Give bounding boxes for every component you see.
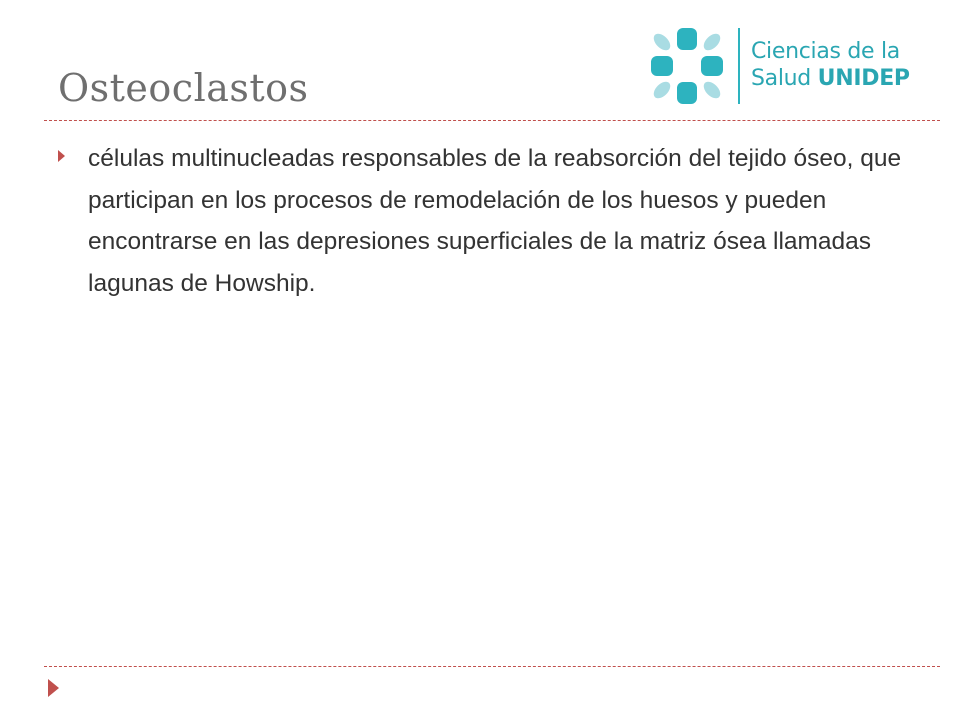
logo-brand: UNIDEP (817, 66, 910, 91)
logo-line-2-prefix: Salud (751, 66, 818, 91)
slide-content (58, 138, 908, 304)
bullet-item (58, 138, 908, 304)
bullet-text: células multinucleadas responsables de la reabsorción del tejido óseo, que participan en los procesos de remodelación de los huesos y pueden encontrarse en las depresiones superficiales de la matriz ósea llamadas lagunas de Howship. (88, 145, 902, 297)
logo-line-1: Ciencias de la (751, 39, 900, 64)
bullet-triangle-icon (58, 150, 65, 162)
logo-line-2 (751, 66, 910, 91)
top-divider (44, 120, 940, 121)
logo-divider (738, 28, 740, 104)
bottom-divider (44, 666, 940, 667)
logo-mark-icon (643, 22, 733, 112)
next-slide-arrow-icon[interactable] (48, 679, 59, 697)
slide-title: Osteoclastos (58, 66, 309, 110)
logo (643, 22, 913, 112)
